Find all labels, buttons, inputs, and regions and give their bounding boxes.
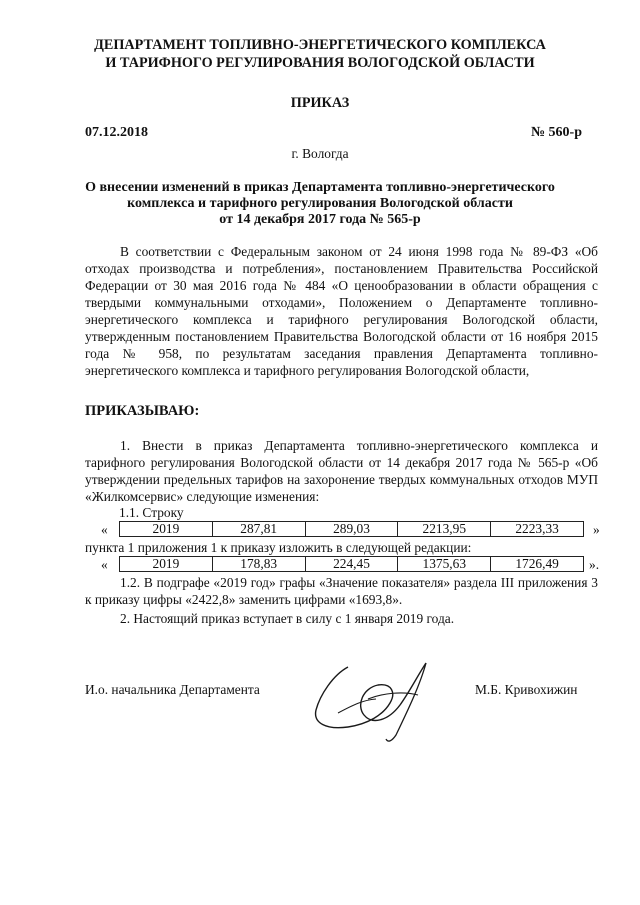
item-1-2-paragraph: 1.2. В подграфе «2019 год» графы «Значение показателя» раздела III приложения 3 к приказу цифры «2422,8» заменить цифрами «1693,8». bbox=[85, 575, 598, 607]
quote-open-old: « bbox=[101, 522, 108, 537]
old-row-cell-2: 287,81 bbox=[213, 522, 306, 536]
order-title-line1: О внесении изменений в приказ Департамента топливно-энергетического bbox=[85, 180, 555, 195]
quote-close-new: ». bbox=[589, 557, 600, 572]
old-row-cell-5: 2223,33 bbox=[515, 521, 559, 536]
new-row-cell-2: 178,83 bbox=[213, 557, 306, 571]
new-row-cell-4: 1375,63 bbox=[398, 557, 491, 571]
document-type: ПРИКАЗ bbox=[290, 95, 350, 111]
preamble-paragraph: В соответствии с Федеральным законом от 24 июня 1998 года № 89-ФЗ «Об отходах производства и потребления», постановлением Правительства Российской Федерации от 30 мая 2016 года № 484 «О ценообразовании в области обращения с твердыми коммунальными отходами», Положением о Департаменте топливно-энергетического комплекса и тарифного регулирования Вологодской области, утвержденным постановлением Правительства Вологодской области от 16 ноября 2015 года № 958, по результатам заседания правления Департамента топливно-энергетического комплекса и тарифного регулирования Вологодской области, bbox=[85, 244, 598, 378]
item-2-paragraph: 2. Настоящий приказ вступает в силу с 1 января 2019 года. bbox=[120, 611, 455, 626]
handwritten-signature bbox=[308, 655, 458, 745]
new-row-cell-5: 1726,49 bbox=[515, 556, 559, 571]
signatory-position: И.о. начальника Департамента bbox=[85, 682, 260, 697]
item-1-paragraph: 1. Внести в приказ Департамента топливно-энергетического комплекса и тарифного регулирования Вологодской области от 14 декабря 2017 года № 565-р «Об утверждении предельных тарифов на захоронение твердых коммунальных отходов МУП «Жилкомсервис» следующие изменения: bbox=[85, 438, 598, 504]
new-row-cell-3: 224,45 bbox=[306, 557, 399, 571]
replace-text: пункта 1 приложения 1 к приказу изложить в следующей редакции: bbox=[85, 540, 472, 555]
old-row-cell-year: 2019 bbox=[120, 522, 213, 536]
order-title-line3: от 14 декабря 2017 года № 565-р bbox=[219, 212, 421, 227]
quote-open-new: « bbox=[101, 557, 108, 572]
order-word: ПРИКАЗЫВАЮ: bbox=[85, 403, 200, 419]
department-name-line2: И ТАРИФНОГО РЕГУЛИРОВАНИЯ ВОЛОГОДСКОЙ ОБЛАСТИ bbox=[105, 55, 535, 71]
order-date: 07.12.2018 bbox=[85, 125, 148, 140]
old-row-cell-3: 289,03 bbox=[306, 522, 399, 536]
quote-close-old: » bbox=[593, 522, 600, 537]
city: г. Вологда bbox=[291, 146, 349, 161]
order-title-line2: комплекса и тарифного регулирования Вологодской области bbox=[127, 196, 513, 211]
new-row-table bbox=[119, 556, 584, 572]
old-row-cell-4: 2213,95 bbox=[398, 522, 491, 536]
department-name-line1: ДЕПАРТАМЕНТ ТОПЛИВНО-ЭНЕРГЕТИЧЕСКОГО КОМПЛЕКСА bbox=[94, 37, 546, 53]
old-row-table bbox=[119, 521, 584, 537]
signatory-name: М.Б. Кривохижин bbox=[475, 682, 578, 697]
item-1-1-label: 1.1. Строку bbox=[119, 505, 184, 520]
order-number: № 560-р bbox=[530, 125, 582, 140]
new-row-cell-year: 2019 bbox=[120, 557, 213, 571]
